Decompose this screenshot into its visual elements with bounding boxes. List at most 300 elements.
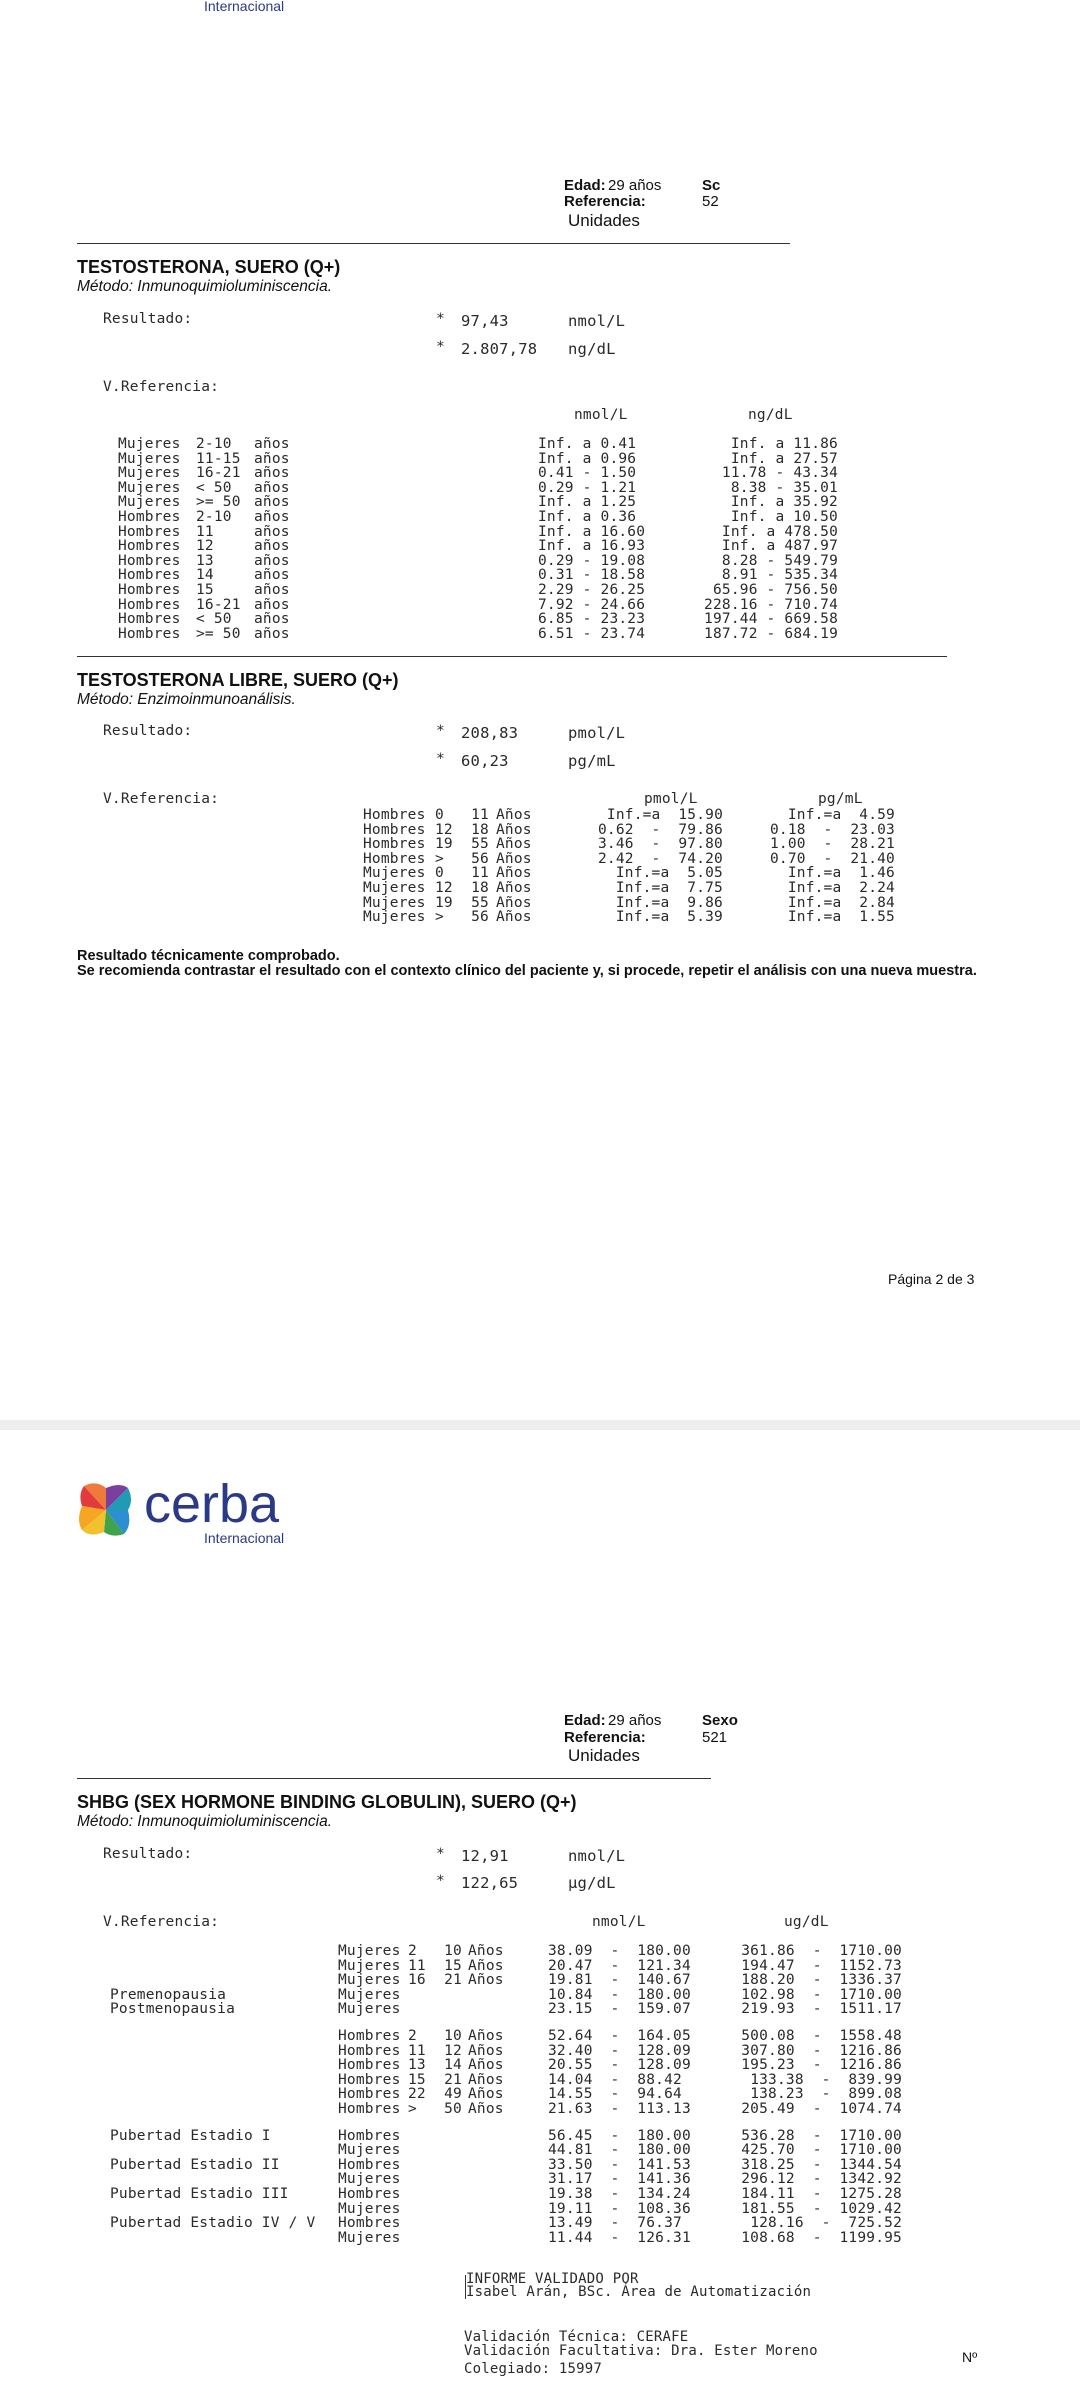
note-comprobado: Resultado técnicamente comprobado. — [77, 948, 340, 964]
age-unit-cell: Años — [496, 850, 532, 867]
logo-subtitle: Internacional — [204, 0, 285, 14]
shbg-method: Método: Inmunoquimioluminiscencia. — [77, 1813, 333, 1830]
ug-range-cell: 307.80 - 1216.86 — [741, 2042, 902, 2059]
table-row — [110, 2073, 910, 2088]
table-row — [110, 1959, 910, 1974]
table-row — [363, 852, 923, 867]
testo-libre-result-flag-2: * — [436, 751, 445, 767]
nmol-range-cell: 19.38 - 134.24 — [548, 2186, 691, 2202]
ug-range-cell: 361.86 - 1710.00 — [741, 1943, 902, 1959]
nmol-range-cell: 33.50 - 141.53 — [548, 2156, 691, 2173]
age-cell: 15 — [196, 582, 214, 598]
ug-range-cell: 194.47 - 1152.73 — [741, 1957, 902, 1974]
nmol-range-cell: 6.85 - 23.23 — [538, 611, 646, 628]
age-to-cell: 50 — [444, 2101, 462, 2117]
ng-range-cell: 8.28 - 549.79 — [721, 552, 838, 569]
ng-range-cell: 65.96 - 756.50 — [712, 582, 838, 598]
ng-range-cell: 8.91 - 535.34 — [721, 567, 838, 584]
testo-libre-result-value-2: 60,23 — [461, 752, 509, 770]
age-unit-cell: años — [254, 582, 290, 598]
ug-range-cell: 536.28 - 1710.00 — [741, 2127, 902, 2144]
ng-range-cell: 187.72 - 684.19 — [704, 625, 838, 642]
age-unit-cell: Años — [468, 2028, 504, 2044]
age-unit-cell: Años — [468, 1957, 504, 1974]
shbg-vref-label: V.Referencia: — [103, 1914, 220, 1930]
age-to-cell: 10 — [444, 1943, 462, 1959]
sex-cell: Mujeres — [338, 1957, 401, 1974]
ng-range-cell: Inf. a 478.50 — [721, 523, 838, 540]
shbg-result-flag-2: * — [436, 1873, 445, 1889]
age-from-cell: > — [408, 2101, 417, 2117]
age-unit-cell: años — [254, 625, 290, 642]
note-recomendacion: Se recomienda contrastar el resultado con el contexto clínico del paciente y, si procede, repetir el análisis con una nueva muestra. — [77, 963, 977, 979]
nmol-range-cell: 0.31 - 18.58 — [538, 567, 646, 584]
nmol-range-cell: 32.40 - 128.09 — [548, 2042, 691, 2059]
age-from-cell: 19 — [435, 894, 453, 911]
table-row — [110, 2029, 910, 2044]
pg-range-cell: 0.18 - 23.03 — [769, 821, 895, 838]
nmol-range-cell: 20.55 - 128.09 — [548, 2057, 691, 2074]
age-unit-cell: Años — [468, 2071, 504, 2088]
cerba-logo-name: cerba — [144, 1474, 280, 1534]
ug-range-cell: 205.49 - 1074.74 — [741, 2101, 902, 2117]
sex-cell: Mujeres — [363, 865, 426, 882]
sex-cell: Mujeres — [338, 1972, 401, 1989]
age-unit-cell: Años — [496, 807, 532, 823]
age-to-cell: 56 — [471, 909, 489, 926]
group-label-cell: Premenopausia — [110, 1986, 227, 2003]
age-unit-cell: Años — [468, 2042, 504, 2059]
testo-libre-result-flag-1: * — [436, 723, 445, 739]
age-unit-cell: años — [254, 611, 290, 628]
sex-cell: Hombres — [363, 850, 426, 867]
nmol-range-cell: 38.09 - 180.00 — [548, 1943, 691, 1959]
sex-cell: Mujeres — [338, 1943, 401, 1959]
table-row — [363, 808, 923, 823]
nmol-range-cell: Inf. a 0.36 — [538, 509, 637, 525]
age-unit-cell: Años — [468, 2057, 504, 2074]
sex-cell: Hombres — [118, 625, 181, 642]
p2-referencia-partial: 521 — [702, 1729, 728, 1746]
nmol-range-cell: 20.47 - 121.34 — [548, 1957, 691, 1974]
table-row — [110, 2058, 910, 2073]
nmol-range-cell: 7.92 - 24.66 — [538, 596, 646, 613]
nmol-range-cell: 2.29 - 26.25 — [538, 582, 646, 598]
sex-cell: Mujeres — [118, 436, 181, 452]
table-row — [110, 2143, 910, 2158]
testo-result-flag-2: * — [436, 339, 445, 355]
sex-cell: Hombres — [338, 2028, 401, 2044]
pmol-range-cell: Inf.=a 5.39 — [615, 909, 723, 926]
nmol-range-cell: 14.04 - 88.42 — [548, 2071, 682, 2088]
table-row — [110, 2216, 910, 2231]
pg-range-cell: Inf.=a 4.59 — [787, 807, 895, 823]
shbg-col-header-nmol: nmol/L — [592, 1914, 646, 1930]
age-cell: 16-21 — [196, 596, 241, 613]
table-row — [110, 1988, 910, 2003]
age-from-cell: 12 — [435, 821, 453, 838]
age-unit-cell: Años — [468, 2086, 504, 2103]
sex-cell: Hombres — [338, 2156, 401, 2173]
ng-range-cell: Inf. a 35.92 — [730, 494, 838, 511]
nmol-range-cell: 13.49 - 76.37 — [548, 2215, 682, 2232]
age-from-cell: 12 — [435, 880, 453, 896]
table-row — [118, 525, 858, 540]
age-to-cell: 11 — [471, 807, 489, 823]
nmol-range-cell: 0.29 - 1.21 — [538, 479, 637, 496]
table-row — [118, 583, 858, 598]
table-row — [110, 2044, 910, 2059]
age-to-cell: 14 — [444, 2057, 462, 2074]
testo-resultado-label: Resultado: — [103, 311, 193, 327]
testo-bottom-rule — [77, 656, 947, 657]
nmol-range-cell: Inf. a 16.60 — [538, 523, 646, 540]
cerba-logo-subtitle: Internacional — [204, 1530, 285, 1546]
table-row — [110, 2087, 910, 2102]
age-to-cell: 10 — [444, 2028, 462, 2044]
age-unit-cell: Años — [496, 836, 532, 853]
ng-range-cell: Inf. a 27.57 — [730, 450, 838, 467]
pmol-range-cell: 3.46 - 97.80 — [597, 836, 723, 853]
group-label-cell: Pubertad Estadio II — [110, 2156, 280, 2173]
age-cell: 11 — [196, 523, 214, 540]
logo-remnant — [76, 0, 106, 6]
testo-method: Método: Inmunoquimioluminiscencia. — [77, 278, 333, 295]
ug-range-cell: 138.23 - 899.08 — [750, 2086, 902, 2103]
age-from-cell: 11 — [408, 2042, 426, 2059]
unidades-label: Unidades — [568, 211, 640, 230]
cerba-logo-mark-icon — [76, 1480, 136, 1540]
age-to-cell: 55 — [471, 836, 489, 853]
age-unit-cell: años — [254, 494, 290, 511]
sex-cell: Mujeres — [118, 494, 181, 511]
sex-cell: Hombres — [363, 807, 426, 823]
p2-unidades-label: Unidades — [568, 1746, 640, 1765]
pmol-range-cell: Inf.=a 9.86 — [615, 894, 723, 911]
sex-cell: Mujeres — [338, 2001, 401, 2018]
age-unit-cell: años — [254, 523, 290, 540]
table-row — [110, 2202, 910, 2217]
referencia-label: Referencia: — [564, 193, 646, 210]
sex-cell: Mujeres — [363, 909, 426, 926]
age-to-cell: 49 — [444, 2086, 462, 2103]
nmol-range-cell: 19.81 - 140.67 — [548, 1972, 691, 1989]
group-label-cell: Pubertad Estadio I — [110, 2127, 271, 2144]
age-cell: 11-15 — [196, 450, 241, 467]
age-from-cell: 2 — [408, 2028, 417, 2044]
sex-cell: Hombres — [338, 2186, 401, 2202]
age-from-cell: 22 — [408, 2086, 426, 2103]
testo-title: TESTOSTERONA, SUERO (Q+) — [77, 257, 341, 277]
referencia-partial: 52 — [702, 193, 719, 210]
age-to-cell: 56 — [471, 850, 489, 867]
nmol-range-cell: Inf. a 0.96 — [538, 450, 637, 467]
age-from-cell: > — [435, 909, 444, 926]
age-cell: >= 50 — [196, 625, 241, 642]
ug-range-cell: 181.55 - 1029.42 — [741, 2200, 902, 2217]
logo-mark-icon — [76, 0, 106, 6]
sex-cell: Hombres — [363, 821, 426, 838]
shbg-title: SHBG (SEX HORMONE BINDING GLOBULIN), SUERO (Q+) — [77, 1792, 577, 1812]
shbg-result-value-1: 12,91 — [461, 1847, 509, 1865]
table-row — [363, 881, 923, 896]
nmol-range-cell: 56.45 - 180.00 — [548, 2127, 691, 2144]
sex-cell: Hombres — [118, 523, 181, 540]
ug-range-cell: 219.93 - 1511.17 — [741, 2001, 902, 2018]
age-from-cell: 0 — [435, 807, 444, 823]
sex-cell: Mujeres — [363, 894, 426, 911]
age-cell: < 50 — [196, 479, 232, 496]
shbg-result-unit-1: nmol/L — [568, 1847, 626, 1865]
nmol-range-cell: 23.15 - 159.07 — [548, 2001, 691, 2018]
testo-libre-method: Método: Enzimoinmunoanálisis. — [77, 691, 296, 708]
age-to-cell: 11 — [471, 865, 489, 882]
sex-cell: Hombres — [338, 2086, 401, 2103]
ug-range-cell: 133.38 - 839.99 — [750, 2071, 902, 2088]
testo-result-value-1: 97,43 — [461, 312, 509, 330]
table-row — [110, 2187, 910, 2202]
sex-cell: Mujeres — [338, 2142, 401, 2159]
testo-libre-col-header-pmol: pmol/L — [644, 791, 698, 807]
sex-cell: Hombres — [118, 596, 181, 613]
table-row — [110, 2002, 910, 2017]
table-row — [118, 612, 858, 627]
pmol-range-cell: Inf.=a 15.90 — [606, 807, 723, 823]
age-unit-cell: años — [254, 479, 290, 496]
sex-cell: Hombres — [338, 2101, 401, 2117]
age-from-cell: 15 — [408, 2071, 426, 2088]
ug-range-cell: 318.25 - 1344.54 — [741, 2156, 902, 2173]
testo-libre-vref-label: V.Referencia: — [103, 791, 220, 807]
table-row — [118, 495, 858, 510]
p2-header-rule — [77, 1778, 711, 1779]
ng-range-cell: 8.38 - 35.01 — [730, 479, 838, 496]
sex-cell: Hombres — [118, 582, 181, 598]
pg-range-cell: Inf.=a 1.46 — [787, 865, 895, 882]
group-label-cell: Postmenopausia — [110, 2001, 236, 2018]
nmol-range-cell: 0.29 - 19.08 — [538, 552, 646, 569]
table-row — [363, 823, 923, 838]
age-cell: 2-10 — [196, 509, 232, 525]
testo-libre-col-header-pg: pg/mL — [818, 791, 863, 807]
nmol-range-cell: 14.55 - 94.64 — [548, 2086, 682, 2103]
page-separator — [0, 1420, 1080, 1430]
age-unit-cell: años — [254, 436, 290, 452]
age-from-cell: > — [435, 850, 444, 867]
nmol-range-cell: 10.84 - 180.00 — [548, 1986, 691, 2003]
table-row — [118, 481, 858, 496]
testo-result-flag-1: * — [436, 311, 445, 327]
p2-edad-value: 29 años — [608, 1712, 662, 1729]
sex-cell: Hombres — [338, 2071, 401, 2088]
age-unit-cell: Años — [468, 1943, 504, 1959]
table-row — [110, 2102, 910, 2117]
age-unit-cell: Años — [468, 2101, 504, 2117]
sex-cell: Mujeres — [338, 2171, 401, 2188]
age-from-cell: 11 — [408, 1957, 426, 1974]
sex-cell: Hombres — [338, 2042, 401, 2059]
numero-label: Nº — [962, 2349, 978, 2365]
table-row — [110, 1944, 910, 1959]
table-row — [118, 437, 858, 452]
pg-range-cell: 1.00 - 28.21 — [769, 836, 895, 853]
age-cell: 14 — [196, 567, 214, 584]
ug-range-cell: 195.23 - 1216.86 — [741, 2057, 902, 2074]
nmol-range-cell: Inf. a 1.25 — [538, 494, 637, 511]
table-row — [118, 539, 858, 554]
table-row — [363, 896, 923, 911]
ng-range-cell: Inf. a 11.86 — [730, 436, 838, 452]
age-cell: 12 — [196, 538, 214, 555]
age-from-cell: 13 — [408, 2057, 426, 2074]
age-unit-cell: Años — [496, 821, 532, 838]
age-unit-cell: Años — [468, 1972, 504, 1989]
testo-vref-label: V.Referencia: — [103, 379, 220, 395]
sex-cell: Hombres — [118, 567, 181, 584]
testo-libre-title: TESTOSTERONA LIBRE, SUERO (Q+) — [77, 670, 399, 690]
testo-result-value-2: 2.807,78 — [461, 340, 538, 358]
age-from-cell: 2 — [408, 1943, 417, 1959]
sex-cell: Mujeres — [118, 479, 181, 496]
age-to-cell: 21 — [444, 2071, 462, 2088]
table-row — [363, 910, 923, 925]
table-row — [363, 866, 923, 881]
p2-referencia-label: Referencia: — [564, 1729, 646, 1746]
age-unit-cell: años — [254, 465, 290, 482]
ug-range-cell: 188.20 - 1336.37 — [741, 1972, 902, 1989]
ug-range-cell: 184.11 - 1275.28 — [741, 2186, 902, 2202]
ug-range-cell: 102.98 - 1710.00 — [741, 1986, 902, 2003]
nmol-range-cell: Inf. a 0.41 — [538, 436, 637, 452]
validation-line-5: Colegiado: 15997 — [464, 2361, 603, 2377]
nmol-range-cell: Inf. a 16.93 — [538, 538, 646, 555]
page-number: Página 2 de 3 — [888, 1271, 975, 1287]
ug-range-cell: 425.70 - 1710.00 — [741, 2142, 902, 2159]
sex-cell: Hombres — [118, 509, 181, 525]
pmol-range-cell: 2.42 - 74.20 — [597, 850, 723, 867]
testo-libre-result-unit-2: pg/mL — [568, 752, 616, 770]
ng-range-cell: 197.44 - 669.58 — [704, 611, 838, 628]
validation-line-3: Validación Técnica: CERAFE — [464, 2329, 689, 2345]
sex-cell: Hombres — [118, 552, 181, 569]
age-unit-cell: años — [254, 450, 290, 467]
validation-line-2: Isabel Arán, BSc. Área de Automatización — [466, 2284, 812, 2300]
sex-cell: Mujeres — [118, 450, 181, 467]
ug-range-cell: 128.16 - 725.52 — [750, 2215, 902, 2232]
header-rule — [77, 243, 790, 244]
age-from-cell: 16 — [408, 1972, 426, 1989]
group-label-cell: Pubertad Estadio III — [110, 2186, 289, 2202]
age-unit-cell: años — [254, 509, 290, 525]
sex-cell: Mujeres — [338, 2200, 401, 2217]
table-row — [118, 452, 858, 467]
ng-range-cell: 11.78 - 43.34 — [721, 465, 838, 482]
age-to-cell: 12 — [444, 2042, 462, 2059]
p2-edad-label: Edad: — [564, 1712, 606, 1729]
table-row — [110, 1973, 910, 1988]
table-row — [110, 2158, 910, 2173]
shbg-result-value-2: 122,65 — [461, 1874, 519, 1892]
nmol-range-cell: 31.17 - 141.36 — [548, 2171, 691, 2188]
table-row — [110, 2231, 910, 2246]
age-to-cell: 18 — [471, 880, 489, 896]
age-cell: 16-21 — [196, 465, 241, 482]
age-unit-cell: Años — [496, 909, 532, 926]
nmol-range-cell: 52.64 - 164.05 — [548, 2028, 691, 2044]
shbg-result-flag-1: * — [436, 1846, 445, 1862]
table-row — [118, 466, 858, 481]
pg-range-cell: Inf.=a 1.55 — [787, 909, 895, 926]
sex-cell: Hombres — [338, 2127, 401, 2144]
nmol-range-cell: 19.11 - 108.36 — [548, 2200, 691, 2217]
age-unit-cell: Años — [496, 865, 532, 882]
shbg-col-header-ug: ug/dL — [784, 1914, 829, 1930]
age-to-cell: 18 — [471, 821, 489, 838]
sex-cell: Hombres — [363, 836, 426, 853]
pg-range-cell: Inf.=a 2.24 — [787, 880, 895, 896]
age-to-cell: 15 — [444, 1957, 462, 1974]
sex-cell: Hombres — [338, 2215, 401, 2232]
sex-cell: Mujeres — [338, 1986, 401, 2003]
table-row — [110, 2172, 910, 2187]
table-row — [118, 627, 858, 642]
table-row — [110, 2129, 910, 2144]
shbg-resultado-label: Resultado: — [103, 1846, 193, 1862]
age-unit-cell: años — [254, 538, 290, 555]
testo-col-header-nmol: nmol/L — [574, 407, 628, 423]
age-unit-cell: Años — [496, 894, 532, 911]
ng-range-cell: 228.16 - 710.74 — [704, 596, 838, 613]
sex-cell: Mujeres — [338, 2229, 401, 2246]
ug-range-cell: 500.08 - 1558.48 — [741, 2028, 902, 2044]
ng-range-cell: Inf. a 487.97 — [721, 538, 838, 555]
ng-range-cell: Inf. a 10.50 — [730, 509, 838, 525]
age-from-cell: 0 — [435, 865, 444, 882]
sex-cell: Hombres — [118, 538, 181, 555]
age-cell: 2-10 — [196, 436, 232, 452]
age-cell: < 50 — [196, 611, 232, 628]
p2-sexo-partial: Sexo — [702, 1712, 738, 1729]
ug-range-cell: 296.12 - 1342.92 — [741, 2171, 902, 2188]
age-unit-cell: años — [254, 552, 290, 569]
nmol-range-cell: 6.51 - 23.74 — [538, 625, 646, 642]
age-unit-cell: años — [254, 596, 290, 613]
sex-cell: Hombres — [118, 611, 181, 628]
testo-result-unit-2: ng/dL — [568, 340, 616, 358]
nmol-range-cell: 21.63 - 113.13 — [548, 2101, 691, 2117]
testo-col-header-ng: ng/dL — [748, 407, 793, 423]
testo-libre-result-unit-1: pmol/L — [568, 724, 626, 742]
table-row — [363, 837, 923, 852]
age-unit-cell: años — [254, 567, 290, 584]
ug-range-cell: 108.68 - 1199.95 — [741, 2229, 902, 2246]
table-row — [118, 568, 858, 583]
validation-line-4: Validación Facultativa: Dra. Ester Moreno — [464, 2343, 818, 2359]
sex-cell: Mujeres — [118, 465, 181, 482]
group-label-cell: Pubertad Estadio IV / V — [110, 2215, 316, 2232]
sexo-partial: Sc — [702, 177, 721, 194]
table-row — [118, 510, 858, 525]
testo-libre-result-value-1: 208,83 — [461, 724, 519, 742]
sex-cell: Hombres — [338, 2057, 401, 2074]
age-to-cell: 21 — [444, 1972, 462, 1989]
sex-cell: Mujeres — [363, 880, 426, 896]
pmol-range-cell: 0.62 - 79.86 — [597, 821, 723, 838]
age-cell: 13 — [196, 552, 214, 569]
cerba-logo — [76, 1474, 306, 1550]
edad-label: Edad: — [564, 177, 606, 194]
testo-result-unit-1: nmol/L — [568, 312, 626, 330]
